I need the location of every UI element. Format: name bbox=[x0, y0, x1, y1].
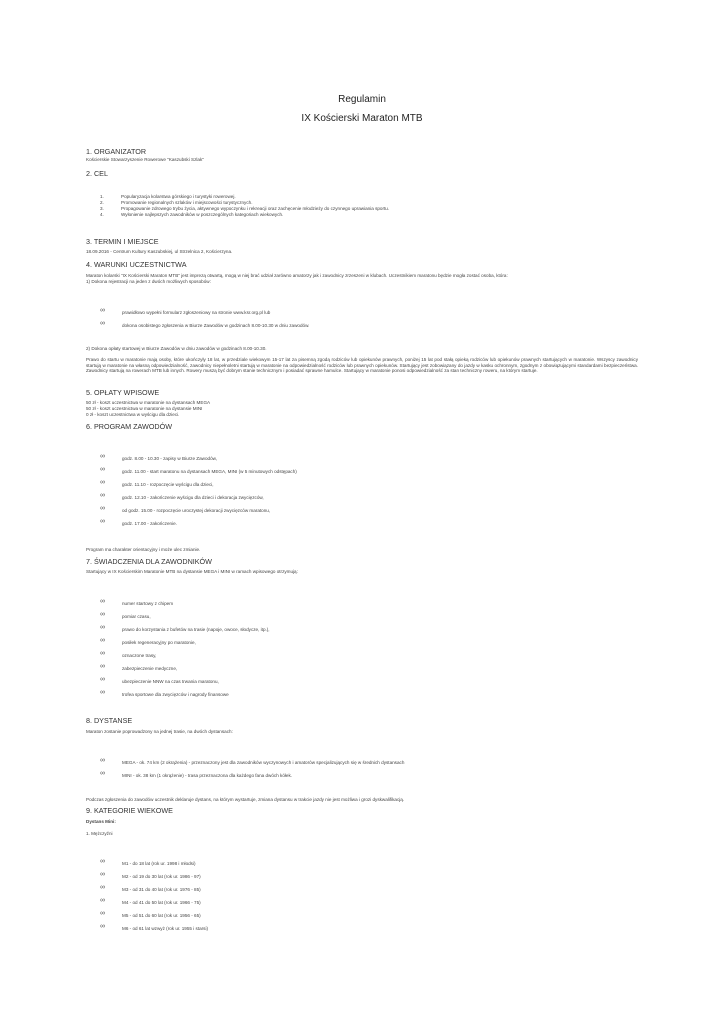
list-item: M3 - od 31 do 40 lat (rok ur. 1976 - 85) bbox=[122, 887, 201, 892]
list-item: MEGA - ok. 74 km (2 okrążenia) - przeznaczony jest dla zawodników wyczynowych i amatorów specjalizujących się w średnich dystansach bbox=[122, 760, 405, 765]
list-item: numer startowy z chipem bbox=[122, 601, 174, 606]
list-item: zabezpieczenie medyczne, bbox=[122, 666, 178, 671]
infinity-bullet-icon: ∞ bbox=[100, 466, 105, 473]
list-item: M6 - od 61 lat wzwyż (rok ur. 1955 i starsi) bbox=[122, 926, 209, 931]
section-heading-conditions: 4. WARUNKI UCZESTNICTWA bbox=[86, 260, 187, 269]
infinity-bullet-icon: ∞ bbox=[100, 320, 105, 327]
infinity-bullet-icon: ∞ bbox=[100, 479, 105, 486]
list-item: MINI - ok. 38 km (1 okrążenie) - trasa przeznaczona dla każdego fana dwóch kółek. bbox=[122, 773, 293, 778]
list-item: godz. 17.00 - zakończenie. bbox=[122, 521, 177, 526]
section-heading-benefits: 7. ŚWIADCZENIA DLA ZAWODNIKÓW bbox=[86, 557, 212, 566]
section-heading-date-place: 3. TERMIN I MIEJSCE bbox=[86, 237, 159, 246]
benefits-intro: Startujący w IX Kościerskim Maratonie MTB na dystansie MEGA i MINI w ramach wpisowego otrzymują: bbox=[86, 569, 298, 574]
fee-line: 50 zł - koszt uczestnictwa w maratonie na dystansie MINI bbox=[86, 406, 203, 411]
infinity-bullet-icon: ∞ bbox=[100, 689, 105, 696]
list-item: od godz. 15.00 - rozpoczęcie uroczystej dekoracji zwycięzców maratonu, bbox=[122, 508, 271, 513]
list-item: godz. 11.10 - rozpoczęcie wyścigu dla dzieci, bbox=[122, 482, 214, 487]
goal-number: 4. bbox=[100, 212, 104, 217]
infinity-bullet-icon: ∞ bbox=[100, 884, 105, 891]
list-item: oznaczone trasy, bbox=[122, 653, 157, 658]
infinity-bullet-icon: ∞ bbox=[100, 923, 105, 930]
age-categories-group: 1. Mężczyźni bbox=[86, 831, 113, 836]
list-item: prawidłowo wypełni formularz zgłoszeniowy na stronie www.ksr.org.pl lub bbox=[122, 310, 271, 315]
goal-number: 2. bbox=[100, 200, 104, 205]
section-heading-age-categories: 9. KATEGORIE WIEKOWE bbox=[86, 806, 173, 815]
section-heading-goal: 2. CEL bbox=[86, 169, 108, 178]
infinity-bullet-icon: ∞ bbox=[100, 453, 105, 460]
conditions-payment: 2) Dokona opłaty startowej w Biurze Zawodów w dniu zawodów w godzinach 8.00-10.30. bbox=[86, 346, 267, 351]
organizer-text: Kościerskie Stowarzyszenie Rowerowe "Kaszubski Szlak" bbox=[86, 157, 204, 162]
list-item: pomiar czasu, bbox=[122, 614, 151, 619]
goal-number: 1. bbox=[100, 194, 104, 199]
infinity-bullet-icon: ∞ bbox=[100, 871, 105, 878]
age-categories-subheading: Dystans Mini: bbox=[86, 819, 116, 824]
distances-note: Podczas zgłoszenia do zawodów uczestnik deklaruje dystans, na którym wystartuje, zmiana dystansu w trakcie jazdy nie jest możliwa i grozi dyskwalifikacją. bbox=[86, 797, 405, 802]
infinity-bullet-icon: ∞ bbox=[100, 624, 105, 631]
list-item: M1 - do 18 lat (rok ur. 1998 i młodsi) bbox=[122, 861, 196, 866]
section-heading-fees: 5. OPŁATY WPISOWE bbox=[86, 388, 160, 397]
infinity-bullet-icon: ∞ bbox=[100, 676, 105, 683]
infinity-bullet-icon: ∞ bbox=[100, 770, 105, 777]
goal-item: Wyłonienie najlepszych zawodników w poszczególnych kategoriach wiekowych. bbox=[121, 212, 284, 217]
list-item: prawo do korzystania z bufetów na trasie (napoje, owoce, słodycze, itp.), bbox=[122, 627, 270, 632]
list-item: trofea sportowe dla zwycięzców i nagrody finansowe bbox=[122, 692, 229, 697]
distances-intro: Maraton zostanie poprowadzony na jednej trasie, na dwóch dystansach: bbox=[86, 729, 233, 734]
section-heading-organizer: 1. ORGANIZATOR bbox=[86, 147, 147, 156]
goal-item: Promowanie regionalnych szlaków i miejscowości turystycznych. bbox=[121, 200, 253, 205]
fee-line: 50 zł - koszt uczestnictwa w maratonie na dystansach MEGA bbox=[86, 400, 211, 405]
list-item: godz. 8.00 - 10.30 - zapisy w Biurze Zawodów, bbox=[122, 456, 217, 461]
document-title: Regulamin bbox=[338, 94, 386, 105]
section-heading-distances: 8. DYSTANSE bbox=[86, 716, 133, 725]
infinity-bullet-icon: ∞ bbox=[100, 650, 105, 657]
fee-line: 0 zł - koszt uczestnictwa w wyścigu dla dzieci. bbox=[86, 412, 180, 417]
goal-number: 3. bbox=[100, 206, 104, 211]
list-item: M2 - od 19 do 30 lat (rok ur. 1986 - 97) bbox=[122, 874, 201, 879]
infinity-bullet-icon: ∞ bbox=[100, 637, 105, 644]
infinity-bullet-icon: ∞ bbox=[100, 505, 105, 512]
infinity-bullet-icon: ∞ bbox=[100, 897, 105, 904]
list-item: posiłek regeneracyjny po maratonie, bbox=[122, 640, 196, 645]
conditions-paragraph: Prawo do startu w maratonie mają osoby, które ukończyły 18 lat, w przedziale wiekowym 15-17 lat za pisemną zgodą rodziców lub opiekunów prawnych, poniżej 15 lat pod stałą opieką rodziców lub opiekunów prawnych startujących w maratonie. Wszyscy zawodnicy startują w maratonie na własną odpowiedzialność, zawodnicy niepełnoletni startują w maratonie na odpowiedzialność rodziców lub prawnych opiekunów. Startujący jest zobowiązany do jazdy w kasku ochronnym, zgodnym z obowiązującymi standardami bezpieczeństwa. Zawodnicy startują na rowerach MTB lub innych. Rowery muszą być dobrym stanie technicznym i posiadać sprawne hamulce. Startujący w maratonie ponosi odpowiedzialność za stan techniczny roweru, na którym startuje. bbox=[86, 357, 638, 374]
infinity-bullet-icon: ∞ bbox=[100, 858, 105, 865]
infinity-bullet-icon: ∞ bbox=[100, 663, 105, 670]
infinity-bullet-icon: ∞ bbox=[100, 598, 105, 605]
conditions-registration: 1) Dokona rejestracji na jeden z dwóch możliwych sposobów: bbox=[86, 279, 211, 284]
section-heading-program: 6. PROGRAM ZAWODÓW bbox=[86, 422, 172, 431]
document-subtitle: IX Kościerski Maraton MTB bbox=[301, 113, 423, 124]
infinity-bullet-icon: ∞ bbox=[100, 757, 105, 764]
list-item: M4 - od 41 do 50 lat (rok ur. 1966 - 75) bbox=[122, 900, 201, 905]
infinity-bullet-icon: ∞ bbox=[100, 910, 105, 917]
program-note: Program ma charakter orientacyjny i może ulec zmianie. bbox=[86, 547, 201, 552]
list-item: ubezpieczenie NNW na czas trwania maratonu, bbox=[122, 679, 219, 684]
list-item: godz. 11.00 - start maratonu na dystansach MEGA, MINI (w 5 minutowych odstępach) bbox=[122, 469, 297, 474]
goal-item: Propagowanie zdrowego trybu życia, aktywnego wypoczynku i rekreacji oraz zachęcenie młodzieży do czynnego uprawiania sportu. bbox=[121, 206, 390, 211]
goal-item: Popularyzacja kolarstwa górskiego i turystyki rowerowej. bbox=[121, 194, 236, 199]
infinity-bullet-icon: ∞ bbox=[100, 492, 105, 499]
date-place-text: 18.09.2016 - Centrum Kultury Kaszubskiej, ul Strzelnica 2, Kościerzyna. bbox=[86, 249, 233, 254]
infinity-bullet-icon: ∞ bbox=[100, 518, 105, 525]
infinity-bullet-icon: ∞ bbox=[100, 307, 105, 314]
list-item: M5 - od 51 do 60 lat (rok ur. 1956 - 65) bbox=[122, 913, 201, 918]
conditions-intro: Maraton kolarski "IX Kościerski Maraton MTB" jest imprezą otwartą, mogą w niej brać udział zarówno amatorzy jak i zawodnicy zrzeszeni w klubach. Uczestnikiem maratonu będzie mogła zostać osoba, która: bbox=[86, 273, 508, 278]
infinity-bullet-icon: ∞ bbox=[100, 611, 105, 618]
list-item: godz. 12.10 - zakończenie wyścigu dla dzieci i dekoracja zwycięzców, bbox=[122, 495, 264, 500]
list-item: dokona osobistego zgłoszenia w Biurze Zawodów w godzinach 8.00-10.30 w dniu zawodów. bbox=[122, 323, 310, 328]
